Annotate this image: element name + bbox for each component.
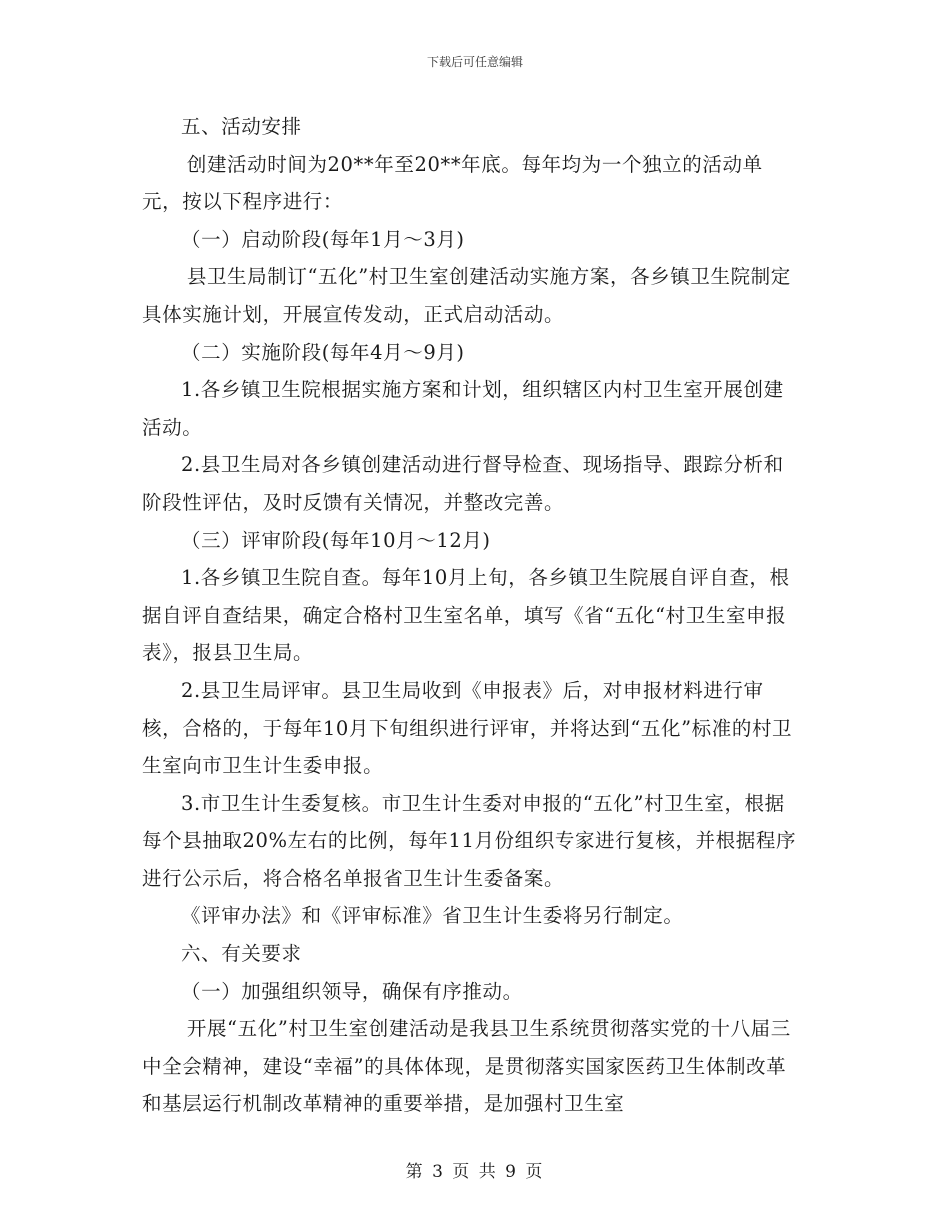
paragraph: 县卫生局制订“五化”村卫生室创建活动实施方案，各乡镇卫生院制定具体实施计划，开展宣传发动，正式启动活动。 bbox=[142, 265, 791, 326]
list-item: 3.市卫生计生委复核。市卫生计生委对申报的“五化”村卫生室，根据每个县抽取20%左右的比例，每年11月份组织专家进行复核，并根据程序进行公示后，将合格名单报省卫生计生委备案。 bbox=[142, 791, 797, 890]
page-header-note: 下载后可任意编辑 bbox=[426, 55, 523, 69]
paragraph: 《评审办法》和《评审标准》省卫生计生委将另行制定。 bbox=[181, 904, 684, 928]
list-item: 1.各乡镇卫生院根据实施方案和计划，组织辖区内村卫生室开展创建活动。 bbox=[142, 378, 784, 439]
section-heading: 六、有关要求 bbox=[181, 942, 302, 966]
list-item: 1.各乡镇卫生院自查。每年10月上旬，各乡镇卫生院展自评自查，根据自评自查结果，确定合格村卫生室名单，填写《省“五化“村卫生室申报表》，报县卫生局。 bbox=[142, 566, 790, 665]
subsection-heading: （三）评审阶段(每年10月～12月) bbox=[181, 528, 491, 552]
paragraph: 开展“五化”村卫生室创建活动是我县卫生系统贯彻落实党的十八届三中全会精神，建设“幸福”的具体体现，是贯彻落实国家医药卫生体制改革和基层运行机制改革精神的重要举措，是加强村卫生室 bbox=[142, 1017, 791, 1116]
subsection-heading: （一）启动阶段(每年1月～3月) bbox=[181, 227, 465, 251]
subsection-heading: （一）加强组织领导，确保有序推动。 bbox=[181, 979, 523, 1003]
list-item: 2.县卫生局评审。县卫生局收到《申报表》后，对申报材料进行审核，合格的，于每年10月下旬组织进行评审，并将达到“五化”标准的村卫生室向市卫生计生委申报。 bbox=[142, 678, 793, 778]
section-heading: 五、活动安排 bbox=[181, 115, 302, 138]
list-item: 2.县卫生局对各乡镇创建活动进行督导检查、现场指导、跟踪分析和阶段性评估，及时反馈有关情况，并整改完善。 bbox=[142, 453, 784, 514]
paragraph: 创建活动时间为20**年至20**年底。每年均为一个独立的活动单元，按以下程序进行： bbox=[142, 152, 763, 214]
document-body bbox=[142, 108, 802, 1123]
page-number: 第 3 页 共 9 页 bbox=[405, 1162, 545, 1182]
subsection-heading: （二）实施阶段(每年4月～9月) bbox=[181, 340, 465, 364]
